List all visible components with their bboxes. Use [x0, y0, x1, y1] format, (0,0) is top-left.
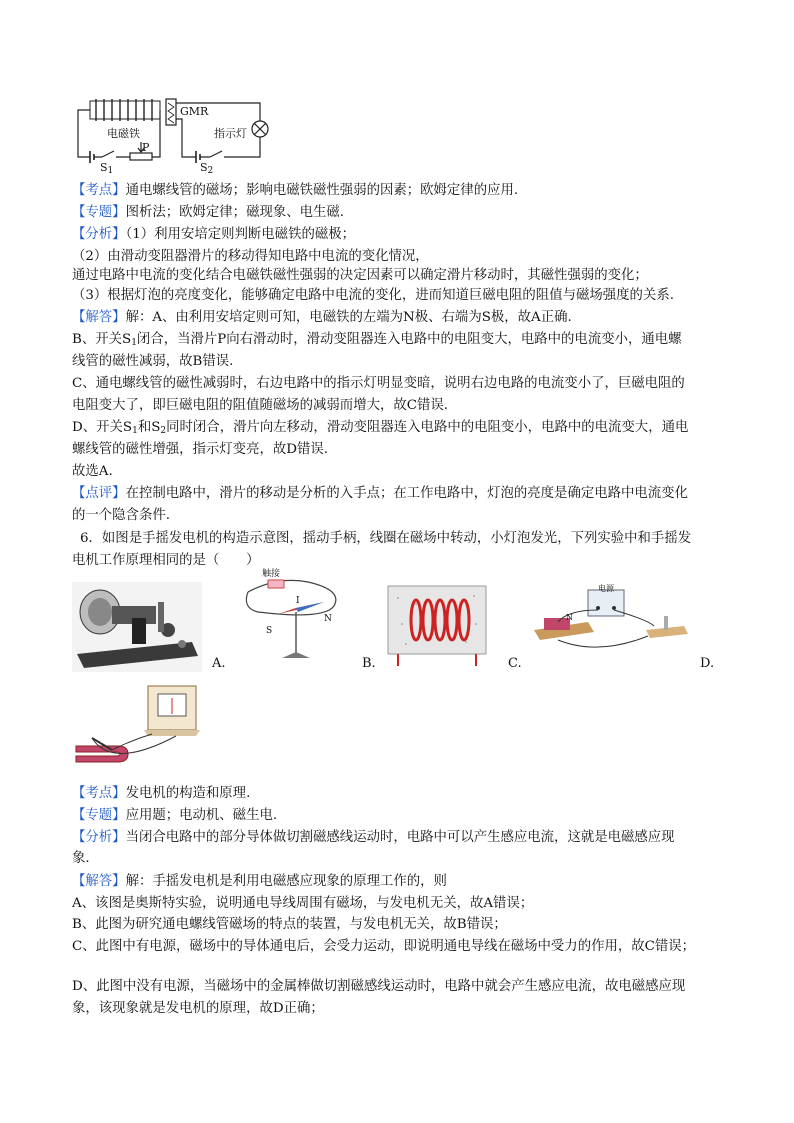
fig-a-touch-label: 触接 [262, 569, 281, 579]
option-a-label: A. [212, 656, 226, 671]
fig-c-power-label: 电源 [598, 584, 614, 593]
q6-fenxi-1: 【分析】当闭合电路中的部分导体做切割磁感线运动时，电路中可以产生感应电流，这就是电磁感应现 [72, 830, 675, 845]
q6-jieda-0: 【解答】解：手摇发电机是利用电磁感应现象的原理工作的，则 [72, 874, 447, 889]
q6-fenxi-2: 象. [72, 851, 90, 866]
electromagnet-label: 电磁铁 [107, 127, 140, 140]
gmr-label: GMR [180, 105, 209, 118]
jieda-tag: 【解答】 [72, 874, 126, 889]
q5-dianping-1: 【点评】在控制电路中，滑片的移动是分析的入手点；在工作电路中，灯泡的亮度是确定电路中电流变化 [72, 486, 688, 501]
q5-jieda-b-2: 线管的磁性减弱，故B错误. [72, 354, 234, 369]
option-b-label: B. [362, 656, 376, 671]
option-d-label: D. [700, 656, 715, 671]
q6-kaodian: 【考点】发电机的构造和原理. [72, 786, 251, 801]
fenxi-tag: 【分析】 [72, 830, 126, 845]
q6-zhuanti: 【专题】应用题；电动机、磁生电. [72, 808, 278, 823]
indicator-light-label: 指示灯 [214, 127, 247, 140]
q6-jieda-d-1: D、此图中没有电源，当磁场中的金属棒做切割磁感线运动时，电路中就会产生感应电流，故电磁感应现 [72, 979, 686, 994]
q5-fenxi-2: （2）由滑动变阻器滑片的移动得知电路中电流的变化情况， [72, 249, 429, 264]
q5-dianping-2: 的一个隐含条件. [72, 508, 170, 523]
fig-a-s-label: S [266, 626, 273, 636]
q6-stem-2: 电机工作原理相同的是（ ） [72, 553, 260, 568]
zhuanti-tag: 【专题】 [72, 205, 126, 220]
slider-p-label: P [142, 141, 150, 154]
dianping-tag: 【点评】 [72, 486, 126, 501]
q5-jieda-a: 【解答】解：A、由利用安培定则可知，电磁铁的左端为N极、右端为S极，故A正确. [72, 310, 572, 325]
jieda-tag: 【解答】 [72, 310, 126, 325]
q5-fenxi-4: （3）根据灯泡的亮度变化，能够确定电路中电流的变化，进而知道巨磁电阻的阻值与磁场强度的关系. [72, 288, 674, 303]
q6-jieda-d-2: 象，该现象就是发电机的原理，故D正确； [72, 1001, 324, 1016]
q5-kaodian: 【考点】通电螺线管的磁场；影响电磁铁磁性强弱的因素；欧姆定律的应用. [72, 183, 519, 198]
q5-jieda-c-2: 电阻变大了，即巨磁电阻的阻值随磁场的减弱而增大，故C错误. [72, 398, 449, 413]
q6-stem-1: 6．如图是手摇发电机的构造示意图，摇动手柄，线圈在磁场中转动，小灯泡发光，下列实验中和手摇发 [80, 531, 692, 546]
fig-a-n-label: N [324, 614, 332, 624]
q6-jieda-a: A、该图是奥斯特实验，说明通电导线周围有磁场，与发电机无关，故A错误； [72, 896, 534, 911]
option-d-induction-figure [72, 680, 212, 772]
q5-fenxi-1: 【分析】（1）利用安培定则判断电磁铁的磁极； [72, 227, 356, 242]
q5-jieda-b-1: B、开关$S_1$闭合，当滑片P向右滑动时，滑动变阻器连入电路中的电阻变大，电路中的电流变小，通电螺 [72, 332, 682, 348]
q6-jieda-c: C、此图中有电源，磁场中的导体通电后，会受力运动，即说明通电导线在磁场中受力的作用，故C错误； [72, 939, 696, 954]
q5-jieda-d-2: 螺线管的磁性增强，指示灯变亮，故D错误. [72, 442, 329, 457]
q5-zhuanti: 【专题】图析法；欧姆定律；磁现象、电生磁. [72, 205, 345, 220]
fenxi-tag: 【分析】 [72, 227, 126, 242]
fig-c-n-label: N [566, 613, 573, 622]
q5-jieda-d-1: D、开关$S_1$和$S_2$同时闭合，滑片向左移动，滑动变阻器连入电路中的电阻变小，电路中的电流变大，通电 [72, 420, 689, 436]
switch-s1-label: $S_1$ [100, 161, 114, 176]
q5-jieda-c-1: C、通电螺线管的磁性减弱时，右边电路中的指示灯明显变暗，说明右边电路的电流变小了，巨磁电阻的 [72, 376, 685, 391]
fig-a-current-label: I [296, 596, 300, 606]
switch-s2-label: $S_2$ [200, 161, 214, 176]
option-c-label: C. [508, 656, 522, 671]
q6-jieda-b: B、此图为研究通电螺线管磁场的特点的装置，与发电机无关，故B错误； [72, 917, 507, 932]
option-b-solenoid-filings-figure [386, 584, 490, 668]
kaodian-tag: 【考点】 [72, 183, 126, 198]
q5-fenxi-3: 通过电路中电流的变化结合电磁铁磁性强弱的决定因素可以确定滑片移动时，其磁性强弱的变化； [72, 268, 648, 283]
q5-conclusion: 故选A. [72, 464, 113, 479]
hand-generator-illustration [72, 582, 202, 672]
zhuanti-tag: 【专题】 [72, 808, 126, 823]
kaodian-tag: 【考点】 [72, 786, 126, 801]
